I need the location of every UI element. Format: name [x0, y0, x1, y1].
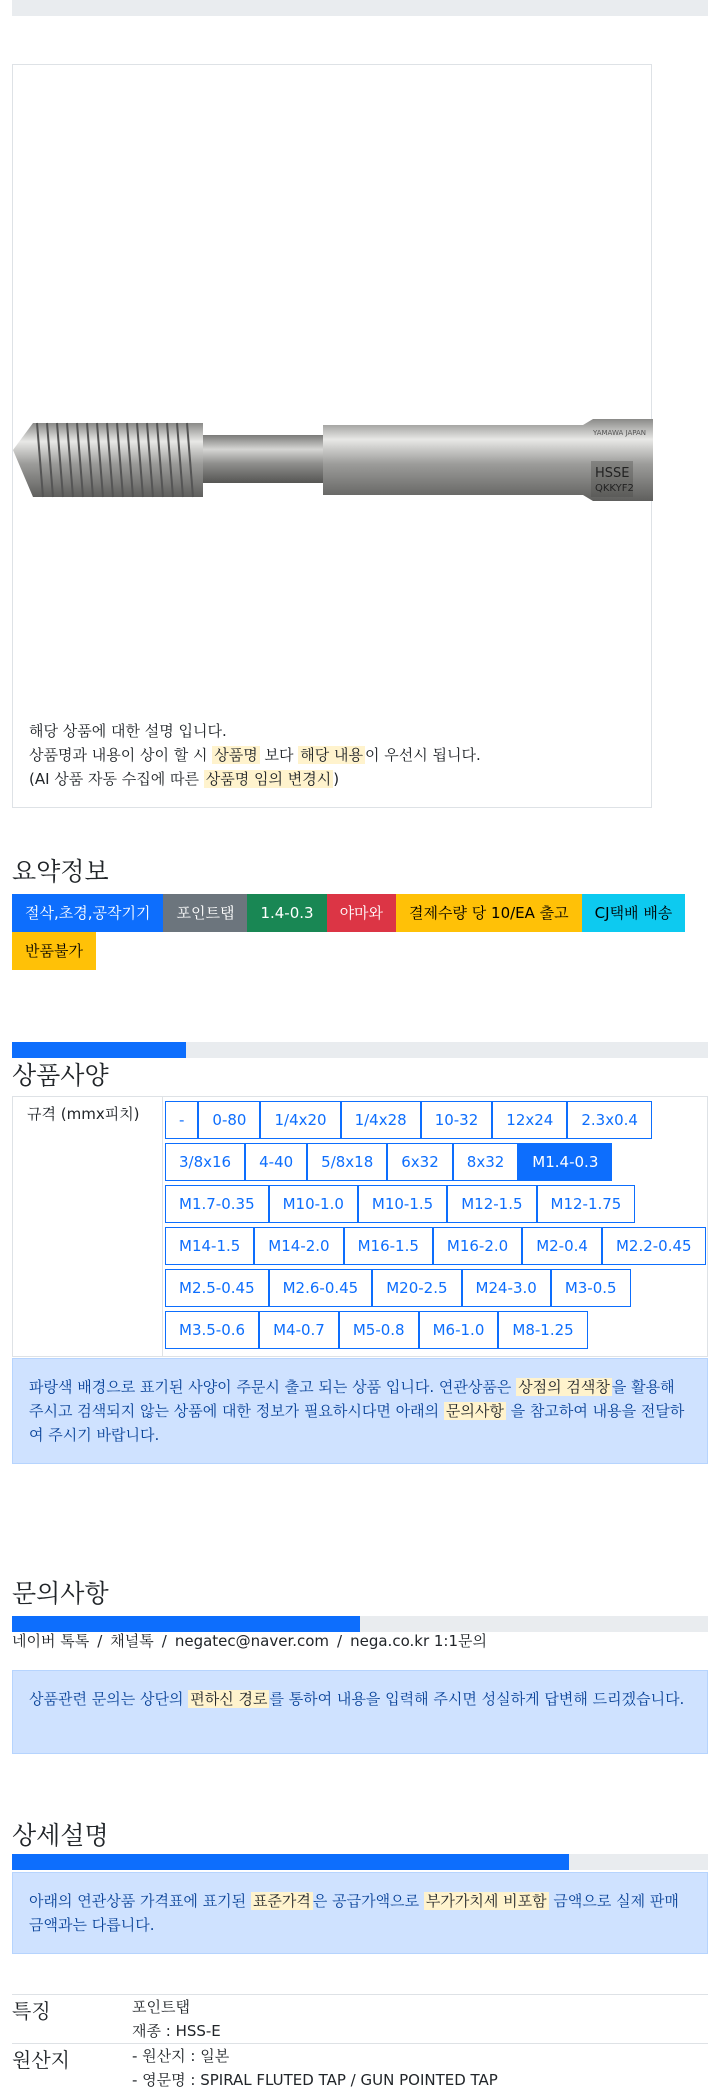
spec-label: 규격 (mmx피치): [13, 1097, 163, 1356]
inquiry-heading: 문의사항: [12, 1579, 109, 1608]
spec-option[interactable]: 12x24: [492, 1101, 567, 1139]
tap-marking-hsse: HSSE: [595, 466, 630, 481]
badge-quantity: 결제수량 당 10/EA 출고: [396, 894, 582, 932]
spec-option[interactable]: M12-1.75: [537, 1185, 636, 1223]
spec-alert: 파랑색 배경으로 표기된 사양이 주문시 출고 되는 상품 입니다. 연관상품은 상점의 검색창 을 활용해 주시고 검색되지 않는 상품에 대한 정보가 필요하시다면 아래의 문의사항 을 참고하여 내용을 전달하여 주시기 바랍니다.: [12, 1358, 708, 1464]
link-one-to-one-inquiry[interactable]: nega.co.kr 1:1문의: [350, 1632, 487, 1650]
spec-option[interactable]: 2.3x0.4: [567, 1101, 652, 1139]
spec-option[interactable]: M3-0.5: [551, 1269, 631, 1307]
badge-size: 1.4-0.3: [247, 894, 326, 932]
spec-option[interactable]: 1/4x20: [260, 1101, 340, 1139]
product-image-panel: [12, 64, 652, 808]
point-tap-image: [13, 405, 653, 515]
link-channeltalk[interactable]: 채널톡: [110, 1632, 154, 1650]
badge-shipping: CJ택배 배송: [582, 894, 686, 932]
spec-option[interactable]: M2.2-0.45: [602, 1227, 706, 1265]
feature-row: [12, 2043, 708, 2092]
product-notice: [29, 719, 481, 791]
link-email[interactable]: negatec@naver.com: [174, 1632, 330, 1650]
spec-table: [12, 1096, 708, 1357]
detail-alert: 아래의 연관상품 가격표에 표기된 표준가격 은 공급가액으로 부가가치세 비포함 금액으로 실제 판매금액과는 다릅니다.: [12, 1872, 708, 1954]
spec-option[interactable]: M1.7-0.35: [165, 1185, 269, 1223]
badge-no-return: 반품불가: [12, 932, 96, 970]
top-progress-bar: [12, 0, 708, 16]
spec-option[interactable]: 4-40: [245, 1143, 307, 1181]
spec-option[interactable]: M16-2.0: [433, 1227, 522, 1265]
spec-option[interactable]: M1.4-0.3: [518, 1143, 612, 1181]
spec-option[interactable]: M5-0.8: [339, 1311, 419, 1349]
spec-progress-bar: [12, 1042, 708, 1058]
spec-option[interactable]: M10-1.5: [358, 1185, 447, 1223]
spec-option[interactable]: M4-0.7: [259, 1311, 339, 1349]
feature-row: [12, 1994, 708, 2043]
badge-brand: 야마와: [327, 894, 396, 932]
spec-option[interactable]: M2-0.4: [522, 1227, 602, 1265]
spec-option[interactable]: M2.6-0.45: [269, 1269, 373, 1307]
tap-marking-code: QKKYF2: [595, 483, 634, 494]
inquiry-alert: 상품관련 문의는 상단의 편하신 경로 를 통하여 내용을 입력해 주시면 성실하게 답변해 드리겠습니다.: [12, 1670, 708, 1754]
tap-brand-mark: YAMAWA JAPAN: [593, 429, 647, 437]
spec-option[interactable]: M16-1.5: [344, 1227, 433, 1265]
inquiry-links: 네이버 톡톡 / 채널톡 / negatec@naver.com / nega.co.kr 1:1문의: [12, 1632, 487, 1650]
spec-option[interactable]: 0-80: [198, 1101, 260, 1139]
feature-value: 재종 : HSS-E: [132, 2022, 221, 2040]
spec-option[interactable]: M6-1.0: [419, 1311, 499, 1349]
spec-option[interactable]: 8x32: [453, 1143, 519, 1181]
notice-line-1: 해당 상품에 대한 설명 입니다.: [29, 722, 227, 740]
spec-heading: 상품사양: [12, 1061, 109, 1090]
summary-heading: 요약정보: [12, 857, 109, 886]
feature-key: 특징: [12, 1999, 51, 2023]
spec-option[interactable]: M24-3.0: [462, 1269, 551, 1307]
notice-line-3: (AI 상품 자동 수집에 따른 상품명 임의 변경시 ): [29, 770, 340, 788]
badge-category: 절삭,초경,공작기기: [12, 894, 163, 932]
spec-option[interactable]: M10-1.0: [269, 1185, 358, 1223]
feature-value: - 영문명 : SPIRAL FLUTED TAP / GUN POINTED TAP: [132, 2071, 498, 2089]
notice-line-2: 상품명과 내용이 상이 할 시 상품명 보다 해당 내용 이 우선시 됩니다.: [29, 746, 481, 764]
spec-option[interactable]: M8-1.25: [498, 1311, 587, 1349]
spec-option[interactable]: M20-2.5: [372, 1269, 461, 1307]
detail-progress-fill: [12, 1854, 569, 1870]
link-naver-talktalk[interactable]: 네이버 톡톡: [12, 1632, 90, 1650]
spec-option[interactable]: M2.5-0.45: [165, 1269, 269, 1307]
spec-option[interactable]: M3.5-0.6: [165, 1311, 259, 1349]
spec-option[interactable]: 6x32: [387, 1143, 453, 1181]
spec-options: [163, 1097, 707, 1356]
spec-option[interactable]: 10-32: [421, 1101, 493, 1139]
badge-type: 포인트탭: [163, 894, 247, 932]
spec-option[interactable]: 3/8x16: [165, 1143, 245, 1181]
spec-option[interactable]: 5/8x18: [307, 1143, 387, 1181]
summary-badges: [12, 894, 708, 970]
feature-value: - 원산지 : 일본: [132, 2047, 230, 2065]
spec-option[interactable]: M12-1.5: [447, 1185, 536, 1223]
spec-option[interactable]: M14-1.5: [165, 1227, 254, 1265]
detail-heading: 상세설명: [12, 1821, 109, 1850]
detail-progress-bar: [12, 1854, 708, 1870]
spec-option[interactable]: M14-2.0: [254, 1227, 343, 1265]
spec-option[interactable]: 1/4x28: [341, 1101, 421, 1139]
feature-key: 원산지: [12, 2048, 70, 2072]
features-table: [12, 1994, 708, 2092]
spec-option[interactable]: -: [165, 1101, 198, 1139]
feature-value: 포인트탭: [132, 1998, 190, 2016]
